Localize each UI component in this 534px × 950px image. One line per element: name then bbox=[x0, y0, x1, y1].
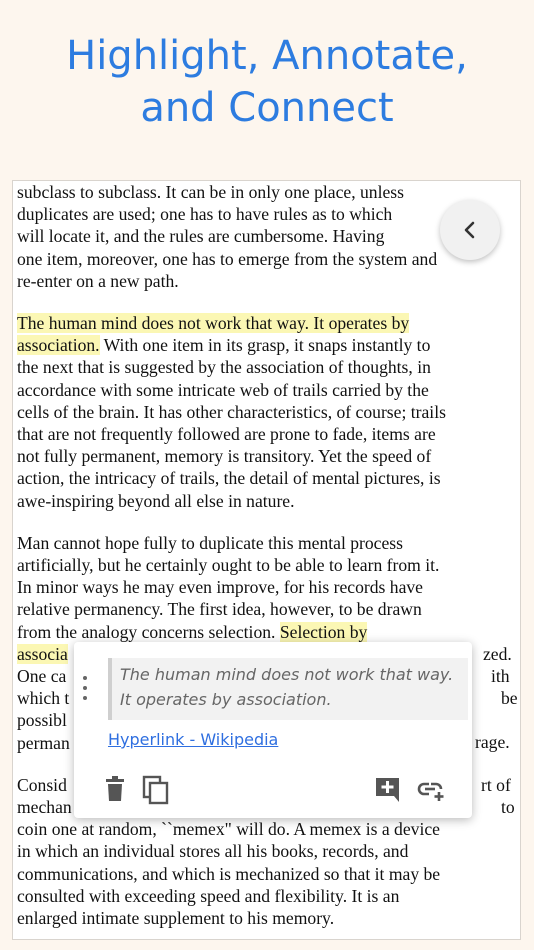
headline-line-1: Highlight, Annotate, bbox=[66, 33, 468, 79]
text-line: from the analogy concerns selection. bbox=[17, 621, 280, 642]
text-line: will locate it, and the rules are cumbersome. Having bbox=[17, 226, 385, 247]
text-line: duplicates are used; one has to have rules as to which bbox=[17, 204, 393, 225]
text-line: communications, and which is mechanized so that it may be bbox=[17, 863, 441, 884]
text-line: artificially, but he certainly ought to be able to learn from it. bbox=[17, 555, 440, 576]
line-end: ith bbox=[491, 665, 510, 686]
text-line: mechan bbox=[17, 797, 72, 818]
line-end: to bbox=[501, 796, 515, 817]
highlight[interactable]: association. bbox=[17, 335, 100, 356]
text-line: Man cannot hope fully to duplicate this mental process bbox=[17, 532, 403, 553]
text-line: subclass to subclass. It can be in only one place, unless bbox=[17, 182, 404, 202]
add-link-icon[interactable] bbox=[416, 778, 446, 802]
text-line: cells of the brain. It has other characteristics, of course; trails bbox=[17, 401, 446, 422]
text-line: In minor ways he may even improve, for his records have bbox=[17, 577, 423, 598]
text-line: in which an individual stores all his books, records, and bbox=[17, 841, 409, 862]
text-line: perman bbox=[17, 732, 70, 753]
add-comment-icon[interactable] bbox=[374, 776, 402, 804]
delete-icon[interactable] bbox=[104, 776, 126, 802]
line-end: rage. bbox=[475, 731, 510, 752]
text-line: possibl bbox=[17, 710, 67, 731]
headline bbox=[0, 30, 534, 134]
back-button[interactable] bbox=[440, 200, 500, 260]
text-line: coin one at random, ``memex" will do. A memex is a device bbox=[17, 819, 440, 840]
text-line: enlarged intimate supplement to his memory. bbox=[17, 908, 335, 929]
highlight[interactable]: associa bbox=[17, 643, 68, 664]
text-line: that are not frequently followed are prone to fade, items are bbox=[17, 424, 436, 445]
text-line: not fully permanent, memory is transitory. Yet the speed of bbox=[17, 446, 432, 467]
text-line: which t bbox=[17, 688, 70, 709]
line-end: zed. bbox=[483, 643, 512, 664]
text-line: action, the intricacy of trails, the detail of mental pictures, is bbox=[17, 468, 441, 489]
annotation-popup bbox=[74, 642, 472, 818]
line-end: rt of bbox=[481, 774, 511, 795]
headline-line-2: and Connect bbox=[140, 85, 394, 131]
text-line: Consid bbox=[17, 774, 67, 795]
text-line: relative permanency. The first idea, however, to be drawn bbox=[17, 599, 422, 620]
copy-icon[interactable] bbox=[142, 775, 170, 805]
text-line: one item, moreover, one has to emerge from the system and bbox=[17, 248, 438, 269]
paragraph-2 bbox=[17, 312, 517, 512]
text-line: re-enter on a new path. bbox=[17, 270, 179, 291]
more-vert-icon[interactable] bbox=[78, 676, 92, 700]
text-line: consulted with exceeding speed and flexibility. It is an bbox=[17, 885, 400, 906]
text-line: With one item in its grasp, it snaps instantly to bbox=[99, 335, 431, 356]
annotation-quote: The human mind does not work that way. It operates by association. bbox=[108, 658, 468, 720]
document-text bbox=[17, 181, 517, 940]
text-line: accordance with some intricate web of trails carried by the bbox=[17, 379, 429, 400]
text-line: the next that is suggested by the association of thoughts, in bbox=[17, 357, 431, 378]
highlight[interactable]: The human mind does not work that way. It operates by bbox=[17, 313, 410, 334]
annotation-link[interactable]: Hyperlink - Wikipedia bbox=[108, 730, 279, 749]
highlight[interactable]: Selection by bbox=[279, 621, 368, 642]
text-line: One ca bbox=[17, 666, 67, 687]
line-end: be bbox=[501, 687, 518, 708]
chevron-left-icon bbox=[460, 220, 480, 240]
text-line: awe-inspiring beyond all else in nature. bbox=[17, 490, 295, 511]
document-page[interactable] bbox=[12, 180, 521, 940]
